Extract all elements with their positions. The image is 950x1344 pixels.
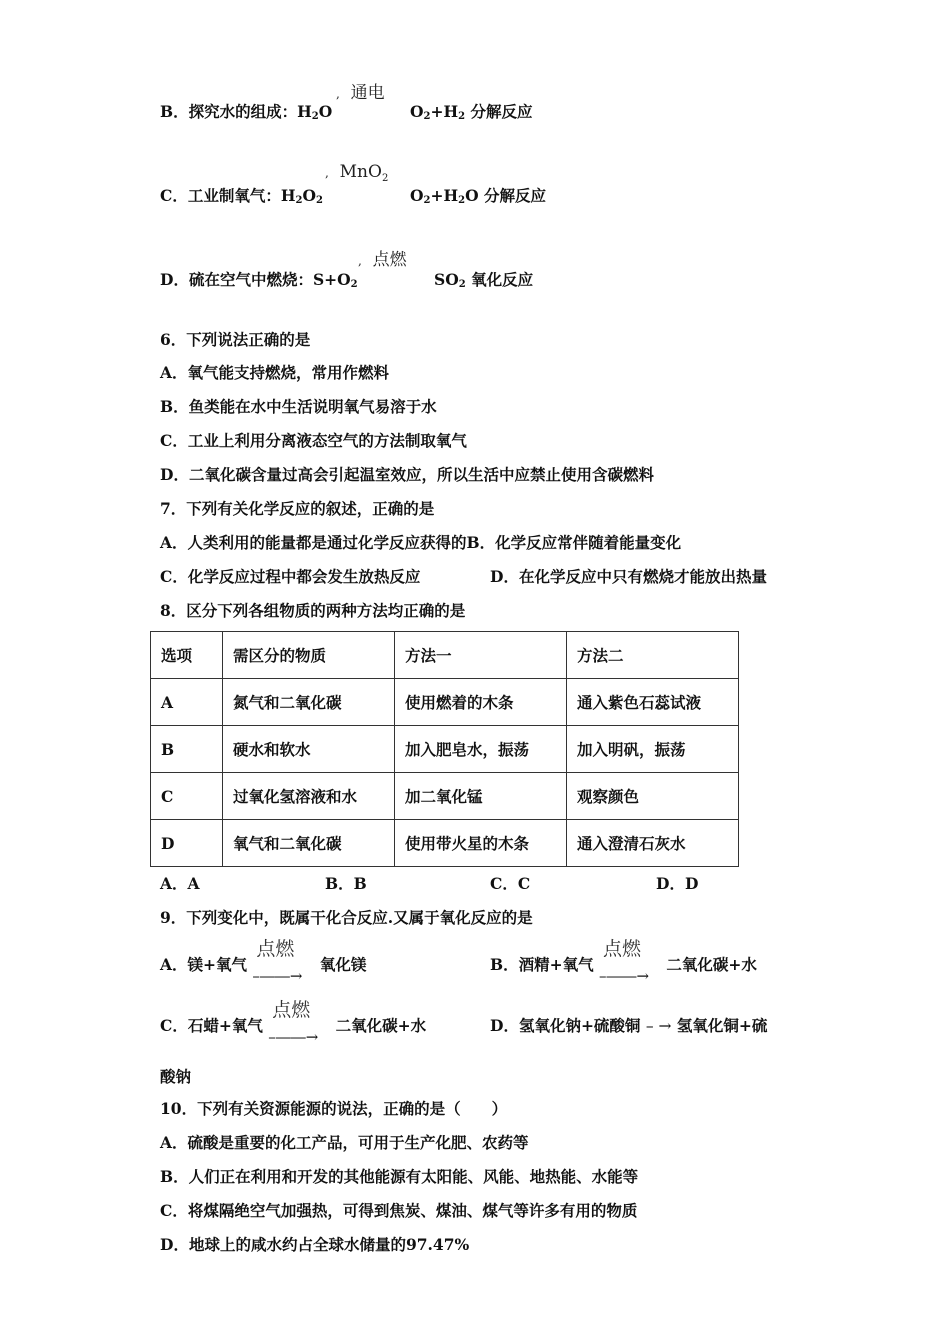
condition-dianran: , 点燃 [358, 250, 407, 270]
q7-option-a: A．人类利用的能量都是通过化学反应获得的 [160, 533, 467, 552]
q8-table [150, 631, 739, 867]
table-header-cell: 方法一 [395, 632, 567, 679]
q7-option-d: D．在化学反应中只有燃烧才能放出热量 [490, 567, 767, 586]
q6-option-c: C．工业上利用分离液态空气的方法制取氧气 [160, 431, 467, 450]
q9-stem: 9．下列变化中，既属干化合反应.又属于氧化反应的是 [160, 908, 533, 927]
table-cell: 氮气和二氧化碳 [223, 679, 395, 726]
table-cell: 通入澄清石灰水 [567, 820, 739, 867]
reaction-arrow: 点燃 –――→ [599, 938, 650, 985]
table-row [151, 773, 739, 820]
table-header-cell: 选项 [151, 632, 223, 679]
q8-stem: 8．区分下列各组物质的两种方法均正确的是 [160, 601, 466, 620]
condition-mno2: , MnO$_2$ [325, 162, 389, 184]
table-cell: 通入紫色石蕊试液 [567, 679, 739, 726]
table-row [151, 820, 739, 867]
q9-option-b: B．酒精+氧气 点燃 –――→ 二氧化碳+水 [490, 938, 757, 985]
table-cell: 使用带火星的木条 [395, 820, 567, 867]
table-header-cell: 需区分的物质 [223, 632, 395, 679]
q9-option-d-wrap: 酸钠 [160, 1067, 192, 1086]
reaction-arrow: 点燃 –――→ [268, 999, 319, 1046]
table-cell: 使用燃着的木条 [395, 679, 567, 726]
q6-option-a: A．氧气能支持燃烧，常用作燃料 [160, 363, 390, 382]
table-cell: 加入明矾，振荡 [567, 726, 739, 773]
q5-option-d: D．硫在空气中燃烧：$S+O_2$ $SO_2$ 氧化反应 [160, 270, 534, 290]
q7-option-b: B．化学反应常伴随着能量变化 [466, 533, 682, 552]
q7-stem: 7．下列有关化学反应的叙述，正确的是 [160, 499, 435, 518]
q10-stem: 10．下列有关资源能源的说法，正确的是（ ） [160, 1099, 508, 1118]
q7-options-ab [160, 533, 681, 553]
q10-option-a: A．硫酸是重要的化工产品，可用于生产化肥、农药等 [160, 1133, 529, 1152]
table-row [151, 679, 739, 726]
q6-option-b: B．鱼类能在水中生活说明氧气易溶于水 [160, 397, 437, 416]
table-cell: D [151, 820, 223, 867]
q6-option-d: D．二氧化碳含量过高会引起温室效应，所以生活中应禁止使用含碳燃料 [160, 465, 654, 484]
table-cell: 观察颜色 [567, 773, 739, 820]
q9-option-a: A．镁+氧气 点燃 –――→ 氧化镁 [160, 938, 367, 985]
q10-option-b: B．人们正在利用和开发的其他能源有太阳能、风能、地热能、水能等 [160, 1167, 639, 1186]
table-header-row [151, 632, 739, 679]
q8-answer-d: D．D [656, 874, 699, 893]
table-cell: 加二氧化锰 [395, 773, 567, 820]
table-cell: 氧气和二氧化碳 [223, 820, 395, 867]
q7-option-c: C．化学反应过程中都会发生放热反应 [160, 567, 421, 586]
table-cell: 过氧化氢溶液和水 [223, 773, 395, 820]
table-cell: B [151, 726, 223, 773]
table-cell: C [151, 773, 223, 820]
table-cell: 加入肥皂水，振荡 [395, 726, 567, 773]
q8-answer-a: A．A [160, 874, 200, 893]
q9-option-d: D．氢氧化钠+硫酸铜 – → 氢氧化铜+硫 [490, 1016, 768, 1035]
q9-option-c: C．石蜡+氧气 点燃 –――→ 二氧化碳+水 [160, 999, 427, 1046]
q6-stem: 6．下列说法正确的是 [160, 330, 311, 349]
table-cell: 硬水和软水 [223, 726, 395, 773]
reaction-arrow: 点燃 –――→ [252, 938, 303, 985]
table-cell: A [151, 679, 223, 726]
q8-answer-b: B．B [325, 874, 367, 893]
table-header-cell: 方法二 [567, 632, 739, 679]
condition-tongdian: , 通电 [336, 83, 385, 103]
q10-option-d: D．地球上的咸水约占全球水储量的97.47% [160, 1235, 470, 1254]
table-row [151, 726, 739, 773]
q5-option-b: B．探究水的组成：$H_2O$ $O_2+H_2$ 分解反应 [160, 102, 533, 122]
q8-answer-c: C．C [490, 874, 531, 893]
q5-option-c: C．工业制氧气：$H_2O_2$ $O_2+H_2O$ 分解反应 [160, 186, 547, 206]
q10-option-c: C．将煤隔绝空气加强热，可得到焦炭、煤油、煤气等许多有用的物质 [160, 1201, 638, 1220]
